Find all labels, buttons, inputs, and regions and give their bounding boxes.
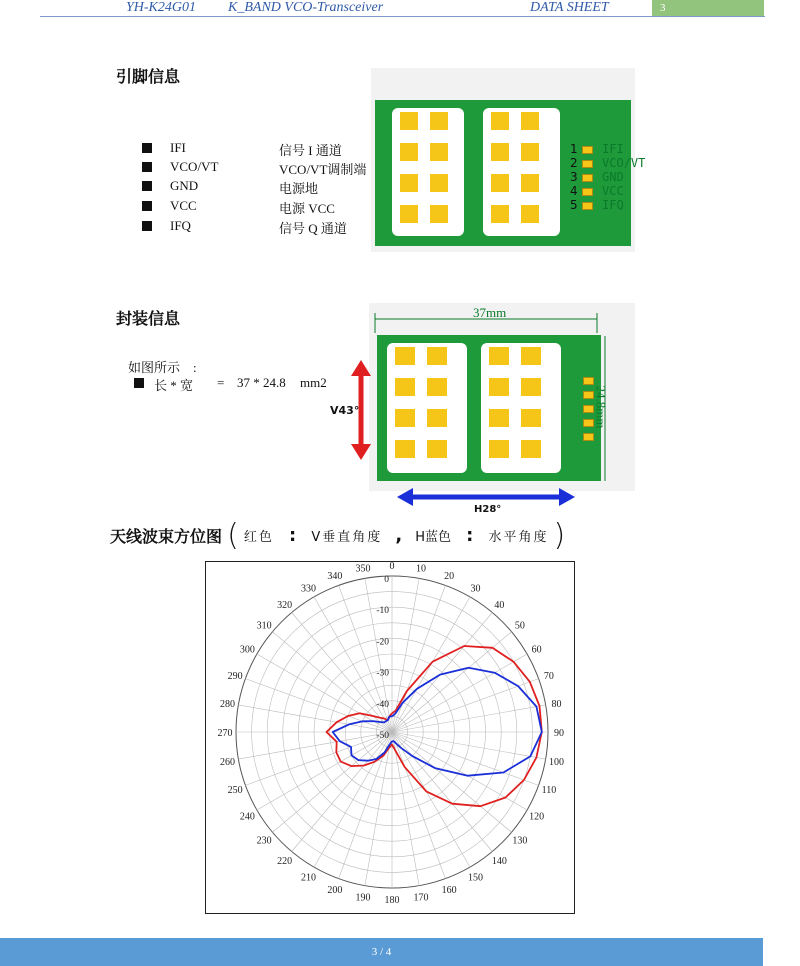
angle-tick-label: 190: [355, 892, 371, 904]
legend-comma: ,: [395, 525, 403, 546]
as-shown-text: 如图所示 :: [128, 360, 197, 375]
board-pin-label: GND: [602, 170, 624, 184]
radial-tick-label: -50: [376, 731, 389, 741]
pin-name: GND: [170, 178, 199, 193]
dimension-equals: =: [217, 375, 225, 390]
antenna-patch: [521, 205, 539, 223]
dimension-label: 长 * 宽: [154, 378, 194, 393]
angle-tick-label: 50: [514, 620, 525, 632]
bullet-square-icon: [134, 378, 144, 388]
footer-page-indicator: 3 / 4: [371, 946, 392, 958]
footer-bar: [0, 938, 763, 966]
bullet-square-icon: [142, 162, 152, 172]
antenna-patch: [521, 174, 539, 192]
legend-colon: :: [466, 525, 474, 546]
pcb-board: [375, 100, 631, 246]
angle-tick-label: 350: [355, 563, 371, 575]
board-pin-label: IFI: [602, 142, 624, 156]
legend-paren-close: ): [553, 518, 566, 553]
angle-tick-label: 130: [512, 835, 528, 847]
bullet-square-icon: [142, 143, 152, 153]
angle-tick-label: 260: [220, 756, 236, 768]
polar-chart: [206, 562, 574, 913]
polar-grid-spoke: [392, 732, 492, 852]
pin-name: VCO/VT: [170, 159, 219, 174]
angle-tick-label: 140: [491, 855, 507, 867]
radial-tick-label: -30: [376, 668, 389, 679]
pin-pad-icon: [582, 202, 593, 210]
angle-tick-label: 210: [301, 872, 316, 884]
board-pin-label: VCC: [602, 184, 624, 198]
polar-grid-spoke: [392, 732, 512, 832]
angle-tick-label: 230: [256, 835, 272, 847]
angle-tick-label: 110: [541, 785, 557, 797]
antenna-patch: [491, 205, 509, 223]
pin-desc: 电源地: [279, 181, 319, 196]
height-dimension-label: 24.8mm: [593, 385, 609, 429]
angle-tick-label: 160: [441, 884, 457, 896]
radial-tick-label: -20: [376, 637, 389, 648]
antenna-patch: [430, 174, 448, 192]
angle-tick-label: 100: [548, 756, 564, 768]
angle-tick-label: 290: [227, 670, 243, 682]
angle-tick-label: 280: [220, 699, 236, 711]
angle-tick-label: 10: [415, 563, 426, 575]
vertical-angle-label: V43°: [330, 404, 360, 417]
package-section-title: 封装信息: [116, 309, 181, 328]
legend-blue-label: H蓝色: [415, 530, 452, 545]
angle-tick-label: 170: [413, 892, 429, 904]
angle-tick-label: 330: [301, 583, 316, 595]
dimension-unit: mm2: [300, 375, 327, 390]
antenna-patch: [400, 174, 418, 192]
angle-tick-label: 150: [468, 872, 483, 884]
angle-tick-label: 180: [384, 895, 400, 906]
angle-tick-label: 70: [543, 670, 554, 682]
angle-tick-label: 20: [444, 571, 455, 583]
angle-tick-label: 220: [277, 855, 293, 867]
horizontal-angle-label: H28°: [474, 504, 502, 515]
header-rule: [40, 16, 765, 17]
antenna-patch: [400, 205, 418, 223]
legend-colon: :: [289, 525, 297, 546]
bullet-square-icon: [142, 221, 152, 231]
polar-grid-spoke: [392, 632, 512, 732]
pin-pad-icon: [582, 174, 593, 182]
antenna-patch: [491, 174, 509, 192]
angle-tick-label: 200: [327, 884, 343, 896]
width-dimension-label: 37mm: [473, 305, 507, 320]
bullet-square-icon: [142, 181, 152, 191]
angle-tick-label: 80: [551, 699, 562, 711]
legend-vertical-label: V垂直角度: [311, 530, 383, 545]
pin-number: 2: [570, 156, 578, 170]
angle-tick-label: 240: [239, 811, 255, 823]
antenna-patch: [491, 143, 509, 161]
header-product: K_BAND VCO-Transceiver: [228, 0, 384, 15]
dimension-value: 37 * 24.8: [237, 375, 286, 390]
angle-tick-label: 270: [217, 728, 233, 739]
pin-number: 4: [570, 184, 578, 198]
pin-pad-icon: [582, 146, 593, 154]
pin-desc: VCO/VT调制端: [279, 162, 367, 177]
angle-tick-label: 310: [256, 620, 272, 632]
header-doc-type: DATA SHEET: [530, 0, 609, 15]
angle-tick-label: 340: [327, 571, 343, 583]
board-pin-label: VCO/VT: [602, 156, 646, 170]
pin-name: IFQ: [170, 218, 191, 233]
board-pin-label: IFQ: [602, 198, 624, 212]
pin-pad-icon: [582, 188, 593, 196]
pin-pad-icon: [582, 160, 593, 168]
radial-tick-label: 0: [384, 575, 389, 585]
polar-grid-spoke: [392, 612, 492, 732]
polar-grid-spoke: [272, 732, 392, 832]
beam-section-title: 天线波束方位图: [110, 527, 223, 546]
angle-tick-label: 60: [531, 644, 542, 656]
pin-number: 1: [570, 142, 578, 156]
pin-desc: 信号 Q 通道: [279, 221, 347, 236]
angle-tick-label: 0: [389, 562, 395, 572]
bullet-square-icon: [142, 201, 152, 211]
legend-paren-open: (: [227, 518, 239, 553]
pin-section-title: 引脚信息: [116, 67, 181, 86]
angle-tick-label: 90: [554, 728, 564, 739]
header-page-number: 3: [652, 0, 764, 16]
radial-tick-label: -10: [376, 606, 389, 617]
antenna-patch: [400, 143, 418, 161]
angle-tick-label: 320: [277, 600, 293, 612]
pcb-photo-pinout: [371, 68, 646, 252]
pin-name: IFI: [170, 140, 186, 155]
angle-tick-label: 250: [227, 785, 243, 797]
pin-number: 3: [570, 170, 578, 184]
antenna-patch: [430, 205, 448, 223]
polar-chart-frame: [205, 561, 575, 914]
antenna-patch: [521, 112, 539, 130]
pin-name: VCC: [170, 198, 197, 213]
radial-tick-label: -40: [376, 699, 389, 710]
antenna-patch: [430, 143, 448, 161]
beam-section-heading: [110, 518, 565, 553]
antenna-patch: [521, 143, 539, 161]
angle-tick-label: 300: [239, 644, 255, 656]
angle-tick-label: 30: [470, 583, 481, 595]
pcb-photo-dimensions: [369, 303, 635, 491]
pin-number: 5: [570, 198, 578, 212]
angle-tick-label: 120: [529, 811, 545, 823]
antenna-patch: [491, 112, 509, 130]
legend-red-label: 红色: [243, 530, 274, 545]
pin-desc: 信号 I 通道: [279, 143, 342, 158]
antenna-patch: [430, 112, 448, 130]
antenna-patch: [400, 112, 418, 130]
legend-horizontal-label: 水平角度: [488, 530, 549, 545]
angle-tick-label: 40: [494, 600, 505, 612]
polar-grid-spoke: [292, 732, 392, 852]
header-model: YH-K24G01: [126, 0, 197, 15]
pin-desc: 电源 VCC: [279, 201, 335, 216]
